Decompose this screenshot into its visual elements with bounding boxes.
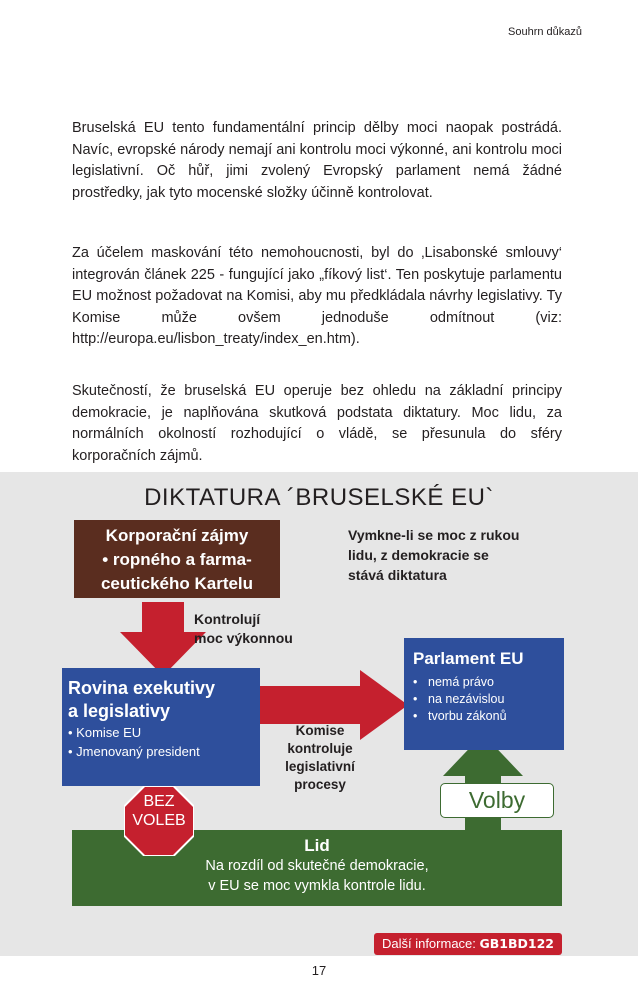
commission-line: Komise: [295, 723, 345, 738]
executive-box: [62, 668, 260, 786]
page-number: 17: [311, 963, 327, 978]
commission-label: [276, 722, 364, 794]
people-text-1: Na rozdíl od skutečné demokracie,: [205, 858, 429, 874]
people-text-2: v EU se moc vymkla kontrole lidu.: [208, 878, 426, 894]
no-elections-label: [124, 792, 194, 830]
more-info-code: GB1BD122: [479, 936, 554, 951]
quote-line-3: stává diktatura: [348, 567, 447, 583]
control-label: [194, 610, 293, 648]
more-info-label: Další informace:: [381, 936, 476, 951]
dictatorship-diagram: [0, 472, 638, 956]
dictatorship-quote: [348, 525, 519, 585]
no-elections-line: BEZ: [143, 793, 175, 810]
commission-line: kontroluje: [287, 741, 353, 756]
paragraph-2: Za účelem maskování této nemohoucnosti, byl do ‚Lisabonské smlouvy‘ integrován článek 225 - fungující jako „fíkový list‘. Ten poskytuje parlamentu EU možnost požadovat na Komisi, aby mu předkládala návrhy legislativy. Ty Komise může ovšem jednoduše odmítnout (viz: http://europa.eu/lisbon_treaty/index_en.htm).: [72, 245, 562, 347]
commission-line: legislativní: [285, 759, 355, 774]
quote-line-1: Vymkne-li se moc z rukou: [348, 527, 520, 543]
corporate-line-3: ceutického Kartelu: [100, 574, 254, 593]
executive-item: • Komise EU: [68, 725, 142, 740]
parliament-title: Parlament EU: [413, 649, 524, 668]
commission-line: procesy: [294, 777, 346, 792]
no-elections-line: VOLEB: [132, 812, 186, 829]
paragraph-1: Bruselská EU tento fundamentální princip dělby moci naopak postrádá. Navíc, evropské národy nemají ani kontrolu moci výkonné, ani kontrolu moci legislativní. Oč hůř, jimi zvolený Evropský parlament nemá žádné prostředky, jak tyto mocenské složky účinně kontrolovat.: [72, 120, 562, 201]
quote-line-2: lidu, z demokracie se: [348, 547, 489, 563]
more-info-badge: [374, 933, 562, 955]
running-header: Souhrn důkazů: [508, 26, 582, 38]
paragraph-3: Skutečností, že bruselská EU operuje bez ohledu na základní principy demokracie, je naplňována skutková podstata diktatury. Moc lidu, za normálních okolností rozhodující o vládě, se přesunula do sféry korporačních zájmů.: [72, 383, 562, 464]
control-line-1: Kontrolují: [194, 611, 261, 627]
parliament-item: • tvorbu zákonů: [413, 708, 564, 725]
parliament-item: • na nezávislou: [413, 691, 564, 708]
corporate-line-1: Korporační zájmy: [105, 526, 249, 545]
executive-item: • Jmenovaný president: [68, 744, 200, 759]
parliament-item: • nemá právo: [413, 674, 564, 691]
people-title: Lid: [304, 836, 330, 855]
executive-title-2: a legislativy: [68, 701, 171, 721]
control-line-2: moc výkonnou: [194, 630, 293, 646]
corporate-line-2: • ropného a farma-: [102, 550, 252, 569]
executive-title-1: Rovina exekutivy: [68, 678, 216, 698]
elections-label: Volby: [440, 783, 554, 818]
parliament-box: [404, 638, 564, 750]
corporate-interests-box: [74, 520, 280, 598]
diagram-title: DIKTATURA ´BRUSELSKÉ EU`: [144, 484, 494, 511]
